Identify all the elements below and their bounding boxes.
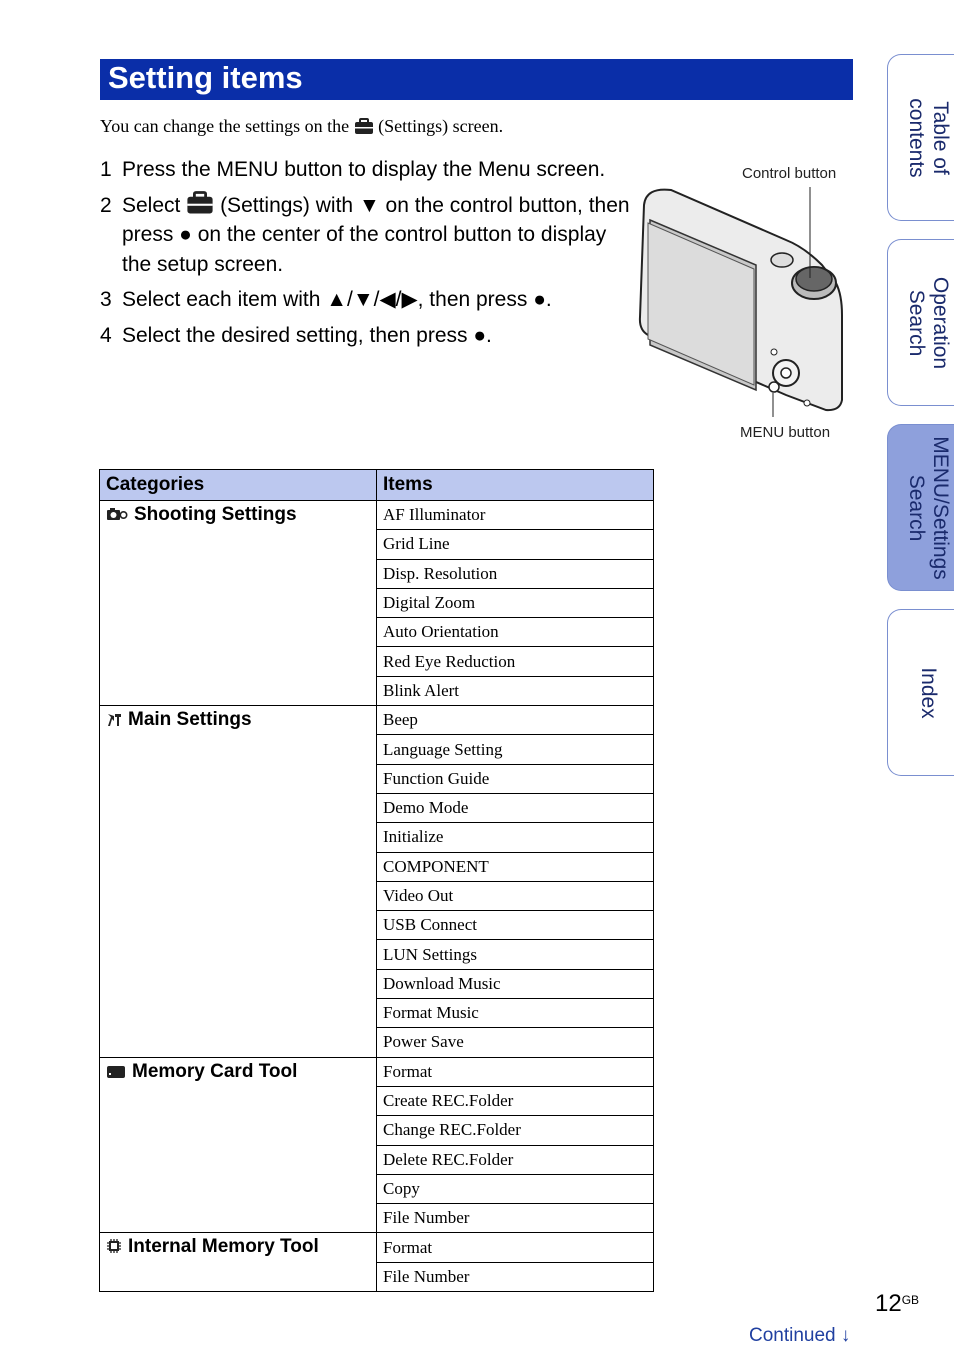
category-label: Memory Card Tool [132, 1060, 298, 1082]
table-cell: Format [377, 1233, 654, 1262]
step-1 [100, 155, 630, 185]
table-cell: Digital Zoom [377, 588, 654, 617]
table-cell: LUN Settings [377, 940, 654, 969]
step-number: 4 [100, 323, 112, 347]
page-title: Setting items [108, 60, 303, 95]
table-cell: File Number [377, 1204, 654, 1233]
table-cell: COMPONENT [377, 852, 654, 881]
table-cell: Function Guide [377, 764, 654, 793]
tab-menu-settings-search[interactable] [887, 424, 954, 591]
category-memory-card-tool [100, 1057, 377, 1233]
category-label: Internal Memory Tool [128, 1236, 319, 1258]
internal-memory-icon [106, 1238, 122, 1254]
step-text: Select each item with ▲/▼/◀/▶, then press ●. [122, 288, 552, 311]
step-text-pre: Select [122, 193, 181, 217]
camera-settings-icon [106, 506, 128, 522]
page-number-suffix: GB [901, 1293, 920, 1307]
table-cell: USB Connect [377, 911, 654, 940]
table-cell: Delete REC.Folder [377, 1145, 654, 1174]
menu-button-label: MENU button [740, 424, 831, 441]
page-number-value: 12 [875, 1290, 902, 1317]
table-cell: Copy [377, 1174, 654, 1203]
step-text: Select the desired setting, then press ●. [122, 323, 492, 347]
camera-illustration [636, 185, 848, 417]
table-cell: Demo Mode [377, 793, 654, 822]
tab-operation-search[interactable] [887, 239, 954, 406]
page-number [875, 1290, 919, 1318]
table-cell: Video Out [377, 881, 654, 910]
tab-table-of-contents[interactable] [887, 54, 954, 221]
table-cell: Format [377, 1057, 654, 1086]
table-cell: Language Setting [377, 735, 654, 764]
intro-after: (Settings) screen. [378, 116, 504, 136]
table-cell: Red Eye Reduction [377, 647, 654, 676]
table-cell: File Number [377, 1262, 654, 1291]
tab-label: Operation Search [905, 276, 952, 369]
table-cell: Initialize [377, 823, 654, 852]
continued-link[interactable]: Continued ↓ [749, 1325, 851, 1346]
step-2 [100, 191, 630, 280]
table-cell: Beep [377, 706, 654, 735]
step-number: 1 [100, 158, 112, 181]
step-text: Press the MENU button to display the Menu screen. [122, 158, 606, 181]
step-text: (Settings) with ▼ on the control button, then press ● on the center of the control button to display the setup screen. [122, 193, 630, 276]
tab-label: Index [917, 666, 940, 719]
items-header: Items [377, 470, 654, 501]
toolbox-icon [354, 118, 374, 135]
tab-label: MENU/Settings Search [905, 435, 952, 580]
table-cell: AF Illuminator [377, 501, 654, 530]
intro-text [100, 116, 503, 137]
steps-list [100, 155, 630, 356]
table-cell: Format Music [377, 999, 654, 1028]
table-cell: Blink Alert [377, 676, 654, 705]
step-3 [100, 285, 630, 315]
table-cell: Power Save [377, 1028, 654, 1057]
category-shooting-settings [100, 501, 377, 706]
tab-label: Table of contents [905, 97, 952, 178]
categories-header: Categories [100, 470, 377, 501]
table-row [100, 1057, 654, 1086]
table-row [100, 501, 654, 530]
table-cell: Disp. Resolution [377, 559, 654, 588]
toolbox-icon [186, 191, 214, 215]
table-row [100, 1233, 654, 1262]
tab-index[interactable] [887, 609, 954, 776]
table-cell: Download Music [377, 969, 654, 998]
table-cell: Change REC.Folder [377, 1116, 654, 1145]
wrench-settings-icon [106, 711, 122, 727]
category-label: Main Settings [128, 709, 252, 731]
step-4 [100, 321, 630, 351]
category-internal-memory-tool [100, 1233, 377, 1292]
step-number: 2 [100, 193, 112, 217]
table-header-row [100, 470, 654, 501]
table-cell: Grid Line [377, 530, 654, 559]
step-number: 3 [100, 288, 112, 311]
table-cell: Auto Orientation [377, 618, 654, 647]
table-row [100, 706, 654, 735]
category-main-settings [100, 706, 377, 1058]
settings-table [99, 469, 654, 1292]
page-title-bar [100, 59, 853, 100]
category-label: Shooting Settings [134, 504, 297, 525]
control-button-label: Control button [742, 165, 837, 182]
memory-card-icon [106, 1065, 126, 1079]
intro-before: You can change the settings on the [100, 116, 350, 136]
table-cell: Create REC.Folder [377, 1086, 654, 1115]
